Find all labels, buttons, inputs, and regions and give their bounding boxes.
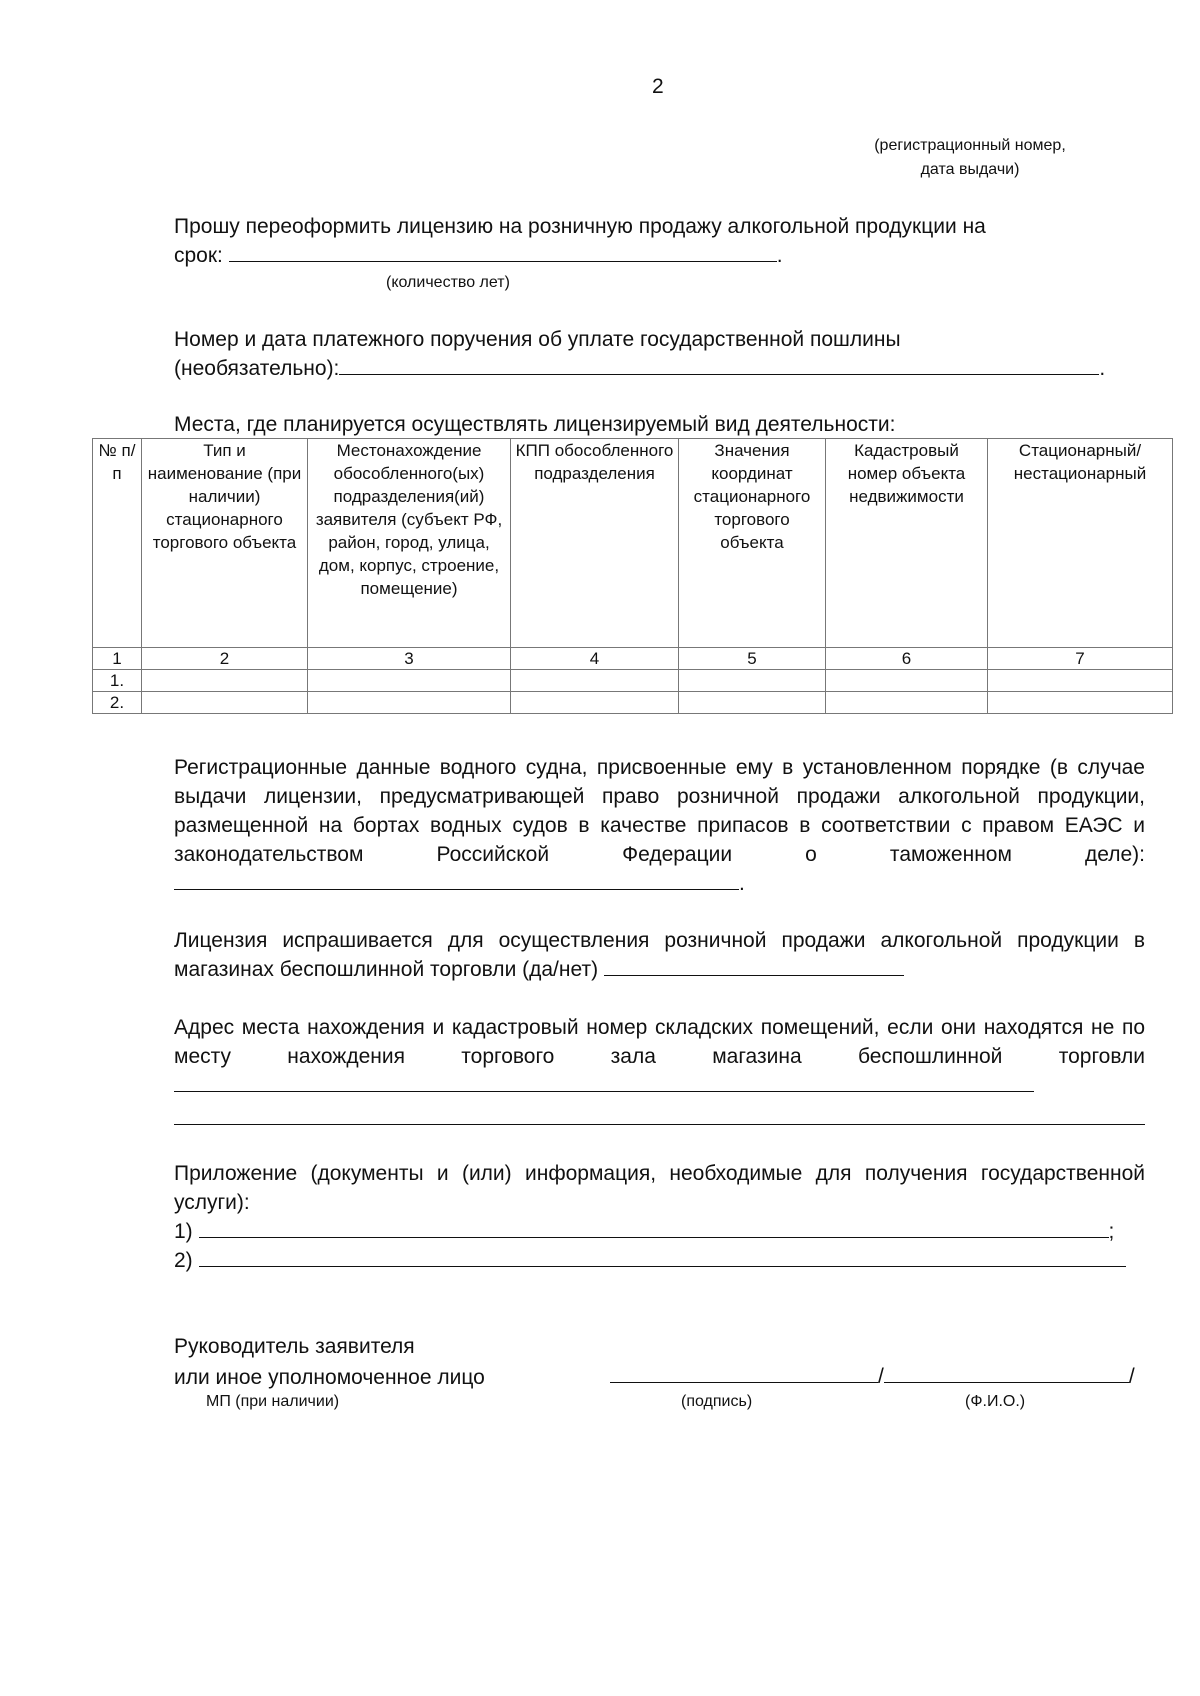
table-cell[interactable] [679, 670, 826, 692]
header-cell: Стационарный/ нестационарный [988, 439, 1173, 648]
number-cell: 2 [142, 648, 308, 670]
signer-line: Руководитель заявителя [174, 1335, 415, 1358]
signature-caption: (подпись) [681, 1393, 753, 1410]
payment-field[interactable] [339, 354, 1099, 375]
number-cell: 3 [308, 648, 511, 670]
dutyfree-field[interactable] [604, 955, 904, 976]
semicolon: ; [1108, 1220, 1115, 1243]
table-header-row [93, 439, 1173, 648]
term-label: срок: [174, 244, 223, 267]
table-cell[interactable] [826, 670, 988, 692]
signer-line: или иное уполномоченное лицо [174, 1366, 485, 1389]
vessel-text: Регистрационные данные водного судна, присвоенные ему в установленном порядке (в случае выдачи лицензии, предусматривающей право розничной продажи алкогольной продукции, размещенной на бортах водных судов в качестве припасов в соответствии с правом ЕАЭС и законодательством Российской Федерации о таможенном деле): [174, 756, 1145, 866]
payment-label: (необязательно): [174, 357, 340, 380]
table-row [93, 670, 1173, 692]
stamp-caption: МП (при наличии) [206, 1393, 340, 1410]
slash: / [1128, 1365, 1135, 1388]
table-cell[interactable] [679, 692, 826, 714]
number-cell: 1 [93, 648, 142, 670]
table-cell[interactable] [142, 692, 308, 714]
item-label: 1) [174, 1220, 193, 1243]
request-text: Прошу переоформить лицензию на розничную продажу алкогольной продукции на [174, 215, 986, 238]
header-cell: КПП обособленного подразделения [511, 439, 679, 648]
period: . [739, 872, 745, 895]
warehouse-field[interactable] [174, 1071, 1034, 1092]
warehouse-text: Адрес места нахождения и кадастровый номер складских помещений, если они находятся не по месту нахождения торгового зала магазина беспошлинной торговли [174, 1016, 1145, 1068]
table-cell[interactable] [826, 692, 988, 714]
page-number: 2 [652, 75, 664, 98]
attachments-paragraph [174, 1159, 1145, 1275]
header-cell: Значения координат стационарного торгового объекта [679, 439, 826, 648]
table-cell[interactable] [142, 670, 308, 692]
table-cell[interactable] [988, 670, 1173, 692]
table-cell[interactable] [988, 692, 1173, 714]
number-cell: 6 [826, 648, 988, 670]
attachments-text: Приложение (документы и (или) информация, необходимые для получения государственной услуги): [174, 1162, 1145, 1214]
caption-line: (регистрационный номер, [874, 137, 1066, 154]
term-field[interactable] [229, 241, 777, 262]
dutyfree-text: Лицензия испрашивается для осуществления розничной продажи алкогольной продукции в магазинах беспошлинной торговли (да/нет) [174, 929, 1145, 981]
item-label: 2) [174, 1249, 193, 1272]
signature-field[interactable] [610, 1362, 878, 1383]
places-title: Места, где планируется осуществлять лицензируемый вид деятельности: [174, 413, 896, 436]
caption-line: дата выдачи) [920, 161, 1020, 178]
number-cell: 7 [988, 648, 1173, 670]
period: . [776, 244, 783, 267]
warehouse-paragraph [174, 1013, 1145, 1100]
dutyfree-paragraph [174, 926, 1145, 984]
number-cell: 5 [679, 648, 826, 670]
table-cell[interactable] [308, 692, 511, 714]
name-field[interactable] [884, 1362, 1129, 1383]
table-row [93, 692, 1173, 714]
payment-text: Номер и дата платежного поручения об уплате государственной пошлины [174, 328, 901, 351]
header-cell: Кадастровый номер объекта недвижимости [826, 439, 988, 648]
vessel-paragraph [174, 753, 1145, 898]
period: . [1099, 357, 1106, 380]
table-cell[interactable] [511, 670, 679, 692]
registration-caption [850, 134, 1090, 182]
number-cell: 4 [511, 648, 679, 670]
table-cell[interactable] [511, 692, 679, 714]
header-cell: № п/п [93, 439, 142, 648]
row-number: 2. [93, 692, 142, 714]
signer-label [174, 1331, 485, 1393]
warehouse-field-line2[interactable] [174, 1124, 1145, 1125]
signature-fields [610, 1362, 1135, 1389]
attachment-field-2[interactable] [199, 1246, 1126, 1267]
payment-paragraph [174, 325, 1145, 383]
slash: / [878, 1365, 884, 1388]
name-caption: (Ф.И.О.) [965, 1393, 1026, 1410]
term-caption: (количество лет) [386, 274, 510, 291]
header-cell: Местонахождение обособленного(ых) подразделения(ий) заявителя (субъект РФ, район, город, улица, дом, корпус, строение, помещение) [308, 439, 511, 648]
attachment-field-1[interactable] [199, 1217, 1109, 1238]
row-number: 1. [93, 670, 142, 692]
places-table [92, 438, 1173, 714]
table-cell[interactable] [308, 670, 511, 692]
table-number-row [93, 648, 1173, 670]
header-cell: Тип и наименование (при наличии) стационарного торгового объекта [142, 439, 308, 648]
request-paragraph [174, 212, 1145, 270]
vessel-field[interactable] [174, 869, 739, 890]
